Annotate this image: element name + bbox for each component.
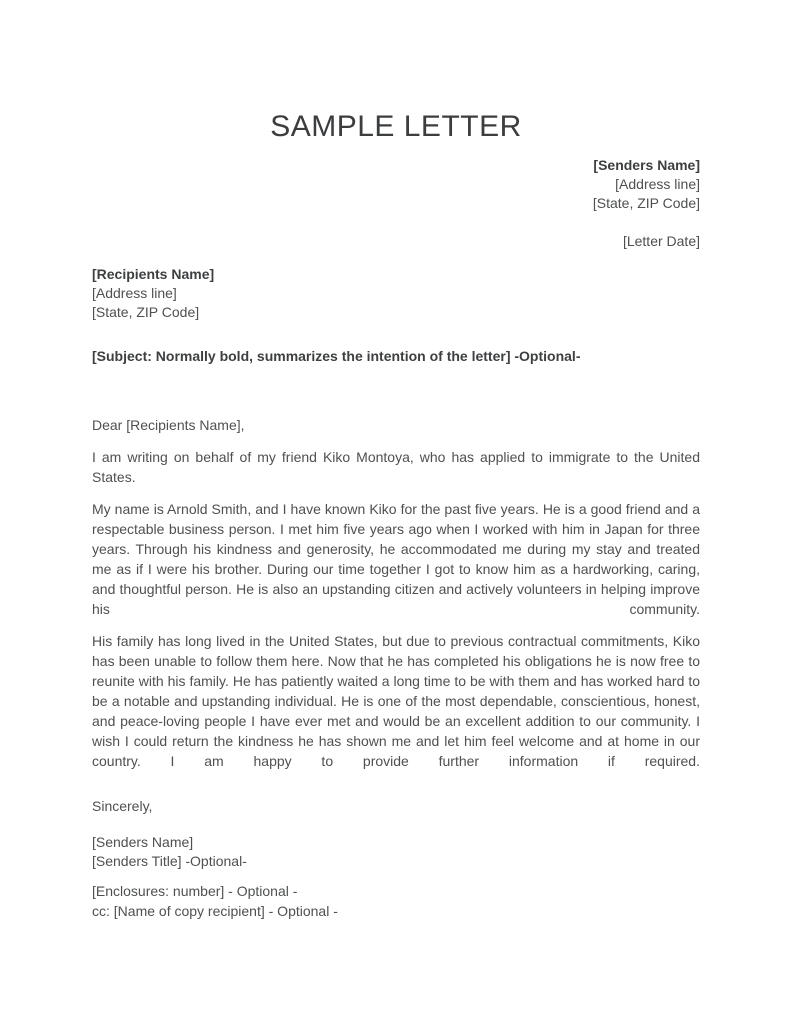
- recipient-name: [Recipients Name]: [92, 266, 215, 282]
- enclosures-line: [Enclosures: number] - Optional -: [92, 883, 298, 899]
- enclosure-block: [92, 881, 700, 921]
- closing: Sincerely,: [92, 798, 153, 814]
- cc-line: cc: [Name of copy recipient] - Optional -: [92, 903, 338, 919]
- sender-address-line: [Address line]: [615, 176, 700, 192]
- signature-block: [92, 833, 700, 871]
- signature-title: [Senders Title] -Optional-: [92, 853, 247, 869]
- recipient-address-line: [Address line]: [92, 285, 177, 301]
- signature-name: [Senders Name]: [92, 834, 194, 850]
- subject-line: [Subject: Normally bold, summarizes the intention of the letter] -Optional-: [92, 348, 581, 364]
- recipient-state-zip: [State, ZIP Code]: [92, 304, 200, 320]
- sender-state-zip: [State, ZIP Code]: [592, 195, 700, 211]
- sender-address-block: [92, 156, 700, 213]
- recipient-address-block: [92, 265, 700, 322]
- letter-date: [Letter Date]: [622, 233, 700, 249]
- body-paragraph-3: His family has long lived in the United States, but due to previous contractual commitments, Kiko has been unable to follow them here. Now that he has completed his obligations he is now free to reunite with his family. He has patiently waited a long time to be with them and has worked hard to be a notable and upstanding individual. He is one of the most dependable, conscientious, honest, and peace-loving people I have ever met and would be an excellent addition to our community. I wish I could return the kindness he has shown me and let him feel welcome and at home in our country. I am happy to provide further information if required.: [92, 633, 700, 769]
- salutation: Dear [Recipients Name],: [92, 417, 245, 433]
- sender-name: [Senders Name]: [593, 157, 700, 173]
- document-title: SAMPLE LETTER: [270, 110, 522, 143]
- body-paragraph-2: My name is Arnold Smith, and I have known Kiko for the past five years. He is a good friend and a respectable business person. I met him five years ago when I worked with him in Japan for three years. Through his kindness and generosity, he accommodated me during my stay and treated me as if I were his brother. During our time together I got to know him as a hardworking, caring, and thoughtful person. He is also an upstanding citizen and actively volunteers in helping improve his community.: [92, 501, 700, 617]
- body-paragraph-1: I am writing on behalf of my friend Kiko Montoya, who has applied to immigrate to the United States.: [92, 449, 700, 485]
